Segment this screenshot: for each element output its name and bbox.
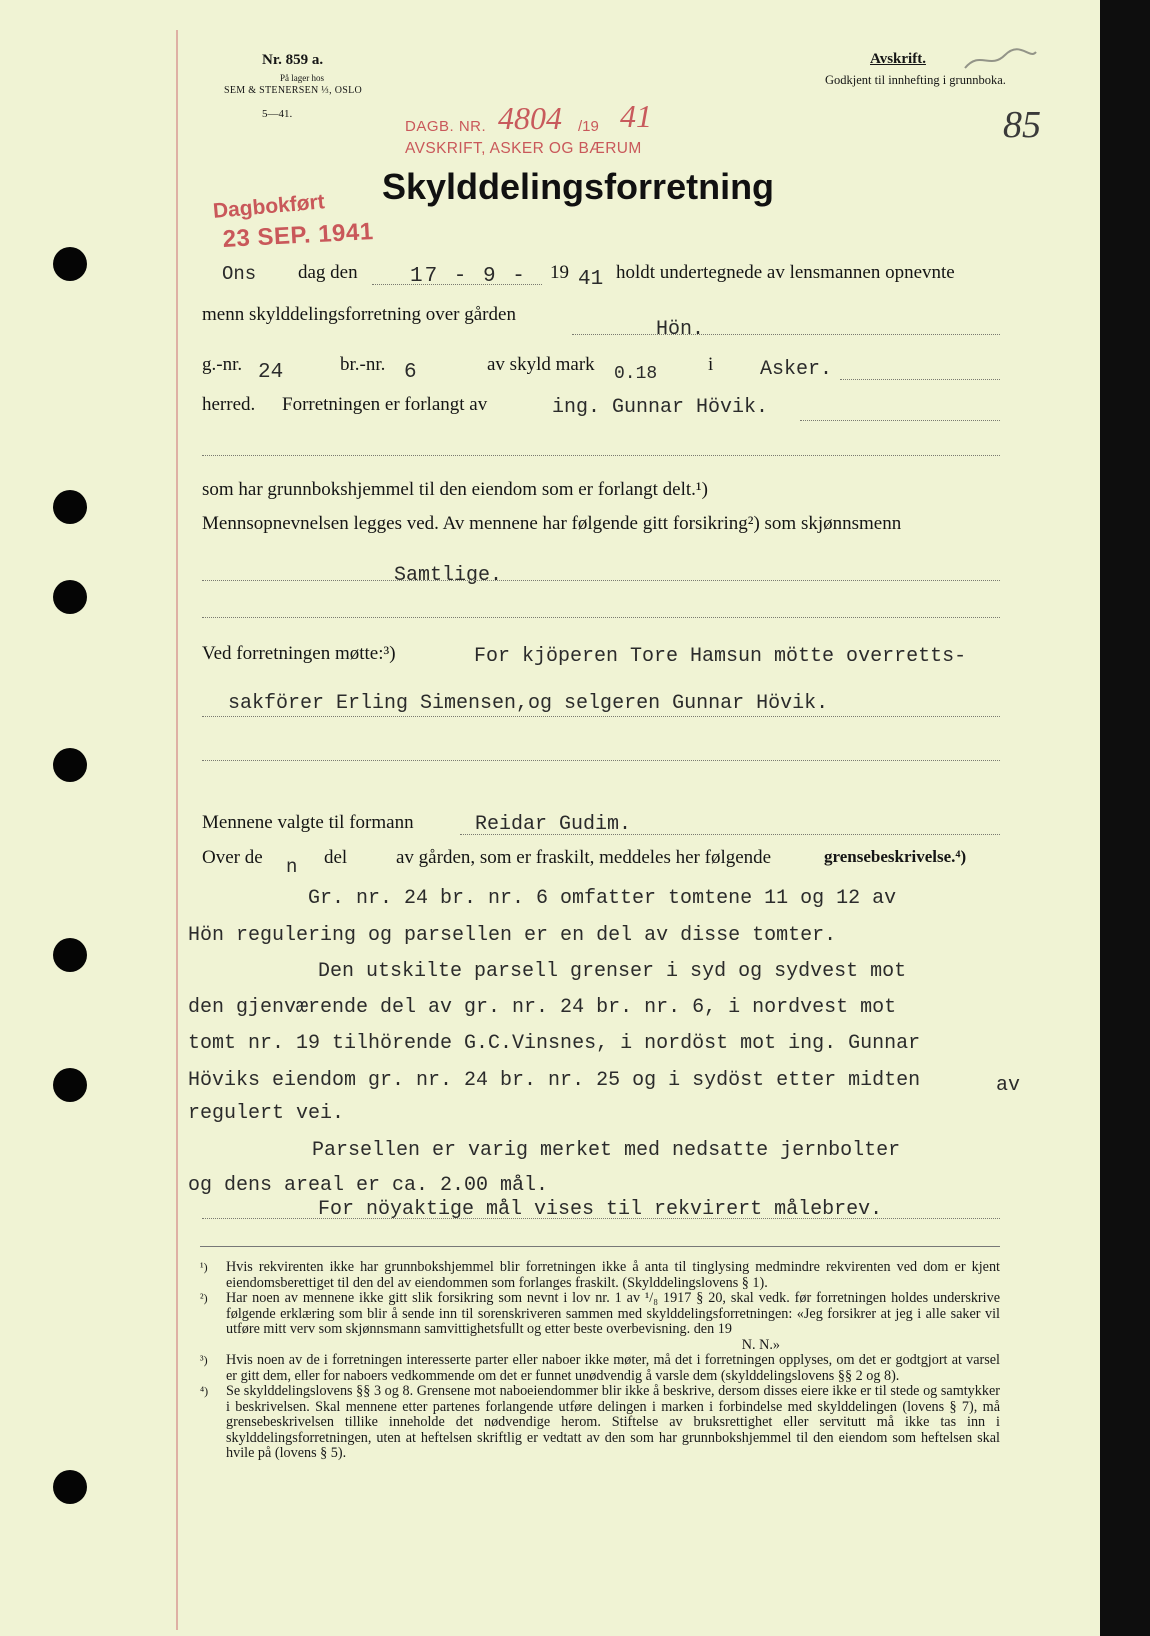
footnote-2 xyxy=(200,1291,1000,1338)
punch-hole xyxy=(53,490,87,524)
dagb-year: 41 xyxy=(620,98,652,134)
form-number: Nr. 859 a. xyxy=(262,52,324,68)
dotted-line xyxy=(800,420,1000,421)
description-line: Höviks eiendom gr. nr. 24 br. nr. 25 og i sydöst etter midten xyxy=(188,1069,921,1092)
del-value: n xyxy=(286,856,298,878)
gnr-label: g.-nr. xyxy=(202,354,243,375)
menn-line: Mennsopnevnelsen legges ved. Av mennene har følgende gitt forsikring²) som skjønnsmenn xyxy=(202,513,902,534)
footnote-signature: N. N.» xyxy=(741,1336,780,1353)
grense-label: grensebeskrivelse.⁴) xyxy=(824,847,967,866)
dotted-line xyxy=(202,760,1000,761)
footnote-text: Hvis noen av de i forretningen interesserte parter eller naboer ikke møter, må det i forretningen opplyses, om det er godtgjort at varsel er gitt dem, eller for naboers vedkommende om det er funnet unødvendig å varsle dem (skylddelingslovens §§ 2 og 8). xyxy=(226,1352,1000,1384)
fraskilt-text: av gården, som er fraskilt, meddeles her følgende xyxy=(396,847,772,868)
scribble-icon xyxy=(960,40,1040,80)
description-line: For nöyaktige mål vises til rekvirert målebrev. xyxy=(318,1198,883,1221)
description-av: av xyxy=(996,1074,1021,1097)
dotted-line xyxy=(460,834,1000,835)
skyld-label: av skyld mark xyxy=(487,354,595,375)
dagbokfort-stamp: Dagbokført xyxy=(212,190,326,223)
date-value: 17 - 9 - xyxy=(410,265,527,288)
date-stamp: 23 SEP. 1941 xyxy=(222,218,375,253)
municipality: Asker. xyxy=(760,358,833,381)
forlangt-label: Forretningen er forlangt av xyxy=(282,394,488,415)
punch-hole xyxy=(53,247,87,281)
year-prefix: 19 xyxy=(550,262,569,283)
footnote-4 xyxy=(200,1384,1000,1462)
page-title: Skylddelingsforretning xyxy=(382,166,775,207)
grunnbok-line: som har grunnbokshjemmel til den eiendom som er forlangt delt.¹) xyxy=(202,479,708,500)
approval-note: Godkjent til innhefting i grunnboka. xyxy=(825,73,1006,87)
dotted-line xyxy=(202,716,1000,717)
punch-hole xyxy=(53,1470,87,1504)
footnote-text: Har noen av mennene ikke gitt slik forsikring som nevnt i lov nr. 1 av ¹/₈ 1917 § 20, skal vedk. før forretningen holdes underskrive følgende erklæring som blir å sende inn til sorenskriveren sammen med skylddelingsforretningen: «Jeg forsikrer at jeg i alle saker vil utføre mitt verv som skjønnsmann samvittighetsfullt og etter beste overbevisning. den 19 xyxy=(226,1290,1000,1337)
description-line: tomt nr. 19 tilhörende G.C.Vinsnes, i nordöst mot ing. Gunnar xyxy=(188,1032,921,1055)
description-line: Den utskilte parsell grenser i syd og sydvest mot xyxy=(318,960,907,983)
dotted-line xyxy=(202,580,1000,581)
i-label: i xyxy=(708,354,714,375)
description-line: Hön regulering og parsellen er en del av disse tomter. xyxy=(188,924,837,947)
formann-value: Reidar Gudim. xyxy=(475,813,632,836)
punch-hole xyxy=(53,1068,87,1102)
footnote-number: ¹) xyxy=(200,1260,208,1274)
punch-hole xyxy=(53,580,87,614)
footnote-1 xyxy=(200,1260,1000,1291)
over-de-label: Over de xyxy=(202,847,263,868)
motte-line-2: sakförer Erling Simensen,og selgeren Gunnar Hövik. xyxy=(228,692,829,715)
day-name: Ons xyxy=(222,263,257,285)
footnote-number: ³) xyxy=(200,1353,208,1367)
footnote-number: ⁴) xyxy=(200,1384,209,1398)
description-line: regulert vei. xyxy=(188,1102,345,1125)
punch-hole xyxy=(53,748,87,782)
dotted-line xyxy=(202,617,1000,618)
line2-text: menn skylddelingsforretning over gården xyxy=(202,304,516,325)
scan-edge xyxy=(1100,0,1150,1636)
footnote-number: ²) xyxy=(200,1291,208,1305)
skyld-value: 0.18 xyxy=(614,364,658,384)
dagb-stamp-prefix: DAGB. NR. xyxy=(405,118,487,135)
dag-den-label: dag den xyxy=(298,262,358,283)
dotted-line xyxy=(840,379,1000,380)
formann-label: Mennene valgte til formann xyxy=(202,812,414,833)
footnote-text: Se skylddelingslovens §§ 3 og 8. Grensene mot naboeiendommer blir ikke å beskrive, dersom disses eiere ikke er til stede og samtykker i beskrivelsen. Skal mennene etter partenes forlangende utføre delingen i marken i forbindelse med skylddelingen (lovens § 7), må grensebeskrivelsen tillike inneholde det nødvendige herom. Stiftelse av bruksrettighet eller servitutt må ikke tas inn i skylddelingsforretningen, uten at heftelsen skriftlig er vedtatt av den som har grunnbokshjemmel til den eiendom som heftelsen skal hvile på (lovens § 5). xyxy=(226,1383,1000,1461)
description-line: den gjenværende del av gr. nr. 24 br. nr. 6, i nordvest mot xyxy=(188,996,897,1019)
footnotes xyxy=(200,1260,1000,1462)
description-line: Gr. nr. 24 br. nr. 6 omfatter tomtene 11 og 12 av xyxy=(308,887,897,910)
requester: ing. Gunnar Hövik. xyxy=(552,396,769,419)
dotted-line xyxy=(202,455,1000,456)
footnote-3 xyxy=(200,1353,1000,1384)
herred-label: herred. xyxy=(202,394,256,415)
footnote-text: Hvis rekvirenten ikke har grunnbokshjemmel blir forretningen ikke å anta til tinglysing medmindre rekvirenten ved dom er kjent eiendomsberettiget til den del av eiendommen som forlanges fraskilt. (Skylddelingslovens § 1). xyxy=(226,1259,1000,1291)
avskrift-label: Avskrift. xyxy=(870,51,926,67)
del-label: del xyxy=(324,847,348,868)
office-stamp: AVSKRIFT, ASKER OG BÆRUM xyxy=(405,140,642,157)
line1-text: holdt undertegnede av lensmannen opnevnte xyxy=(616,262,955,283)
farm-name: Hön. xyxy=(656,318,705,341)
dagb-number: 4804 xyxy=(498,100,562,136)
dotted-line xyxy=(202,1218,1000,1219)
footnote-divider xyxy=(200,1246,1000,1247)
bnr-value: 6 xyxy=(404,361,417,384)
description-line: Parsellen er varig merket med nedsatte jernbolter xyxy=(312,1139,901,1162)
motte-label: Ved forretningen møtte:³) xyxy=(202,643,396,664)
punch-hole xyxy=(53,938,87,972)
forsikring-value: Samtlige. xyxy=(394,564,503,587)
dotted-line xyxy=(572,334,1000,335)
corner-handwritten-number: 85 xyxy=(1003,104,1041,146)
publisher-line: På lager hos xyxy=(280,73,324,83)
gnr-value: 24 xyxy=(258,361,284,384)
motte-line-1: For kjöperen Tore Hamsun mötte overretts- xyxy=(474,645,967,668)
description-line: og dens areal er ca. 2.00 mål. xyxy=(188,1174,549,1197)
edition: 5—41. xyxy=(262,108,293,120)
bnr-label: br.-nr. xyxy=(340,354,386,375)
year-suffix: 41 xyxy=(578,268,604,291)
margin-line xyxy=(176,30,178,1630)
dagb-year-prefix: /19 xyxy=(578,118,599,135)
publisher-name: SEM & STENERSEN ⅓, OSLO xyxy=(224,85,363,96)
